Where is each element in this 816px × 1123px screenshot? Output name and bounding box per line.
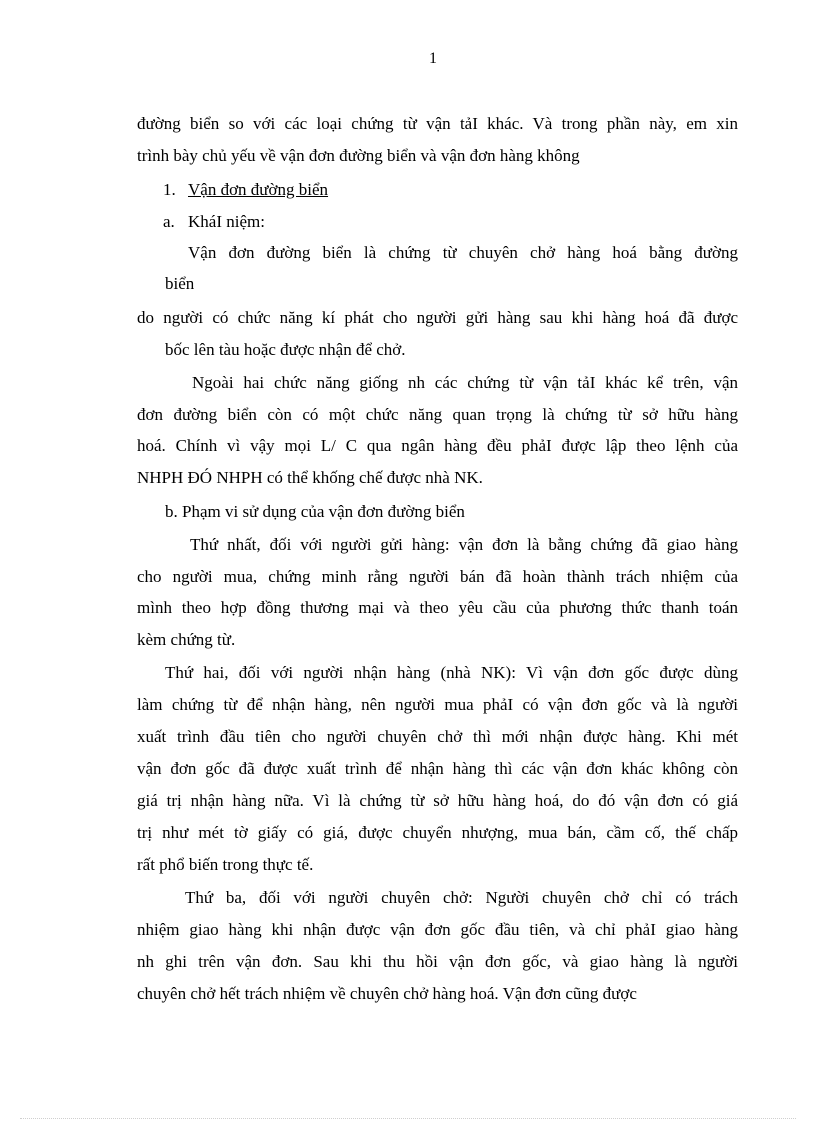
text-line: Thứ ba, đối với người chuyên chở: Người chuyên chở chỉ có trách [185,888,738,907]
text-line: kèm chứng từ. [137,630,236,649]
text-line: trình bày chủ yếu về vận đơn đường biển và vận đơn hàng không [137,146,580,165]
text-line: vận đơn gốc đã được xuất trình để nhận hàng thì các vận đơn khác không còn [137,759,738,778]
text-line: biển [165,274,195,293]
page-number: 1 [429,50,437,67]
text-line: trị như mét tờ giấy có giá, được chuyển nhượng, mua bán, cầm cố, thế chấp [137,823,738,842]
subsection-heading: b. Phạm vi sử dụng của vận đơn đường biển [165,502,465,521]
text-line: cho người mua, chứng minh rằng người bán đã hoàn thành trách nhiệm của [137,567,738,586]
section-number: 1. [163,180,176,199]
section-heading: Vận đơn đường biển [188,180,329,199]
subsection-number: a. [163,212,175,231]
text-line: Ngoài hai chức năng giống nh các chứng từ vận tảI khác kể trên, vận [192,373,738,392]
text-line: rất phổ biến trong thực tế. [137,855,314,874]
text-line: Thứ hai, đối với người nhận hàng (nhà NK): Vì vận đơn gốc được dùng [165,663,738,682]
text-line: chuyên chở hết trách nhiệm về chuyên chở hàng hoá. Vận đơn cũng được [137,984,637,1003]
text-line: NHPH ĐÓ NHPH có thể khống chế được nhà NK. [137,468,483,487]
page-bottom-rule [20,1118,796,1119]
subsection-heading: KháI niệm: [188,212,265,231]
text-line: do người có chức năng kí phát cho người gửi hàng sau khi hàng hoá đã được [137,308,738,327]
text-line: giá trị nhận hàng nữa. Vì là chứng từ sở hữu hàng hoá, do đó vận đơn có giá [137,791,738,810]
text-line: làm chứng từ để nhận hàng, nên người mua phảI có vận đơn gốc và là người [137,695,738,714]
text-line: xuất trình đầu tiên cho người chuyên chở thì mới nhận được hàng. Khi mét [137,727,738,746]
text-line: đơn đường biển còn có một chức năng quan trọng là chứng từ sở hữu hàng [137,405,738,424]
text-line: bốc lên tàu hoặc được nhận để chở. [165,340,406,359]
text-line: Thứ nhất, đối với người gửi hàng: vận đơn là bằng chứng đã giao hàng [190,535,738,554]
text-line: Vận đơn đường biển là chứng từ chuyên chở hàng hoá bằng đường [188,243,738,262]
text-line: nhiệm giao hàng khi nhận được vận đơn gốc đầu tiên, và chỉ phảI giao hàng [137,920,738,939]
text-line: đường biển so với các loại chứng từ vận tảI khác. Và trong phần này, em xin [137,114,738,133]
text-line: hoá. Chính vì vậy mọi L/ C qua ngân hàng đều phảI được lập theo lệnh của [137,436,738,455]
text-line: nh ghi trên vận đơn. Sau khi thu hồi vận đơn gốc, và giao hàng là người [137,952,738,971]
text-line: mình theo hợp đồng thương mại và theo yêu cầu của phương thức thanh toán [137,598,738,617]
